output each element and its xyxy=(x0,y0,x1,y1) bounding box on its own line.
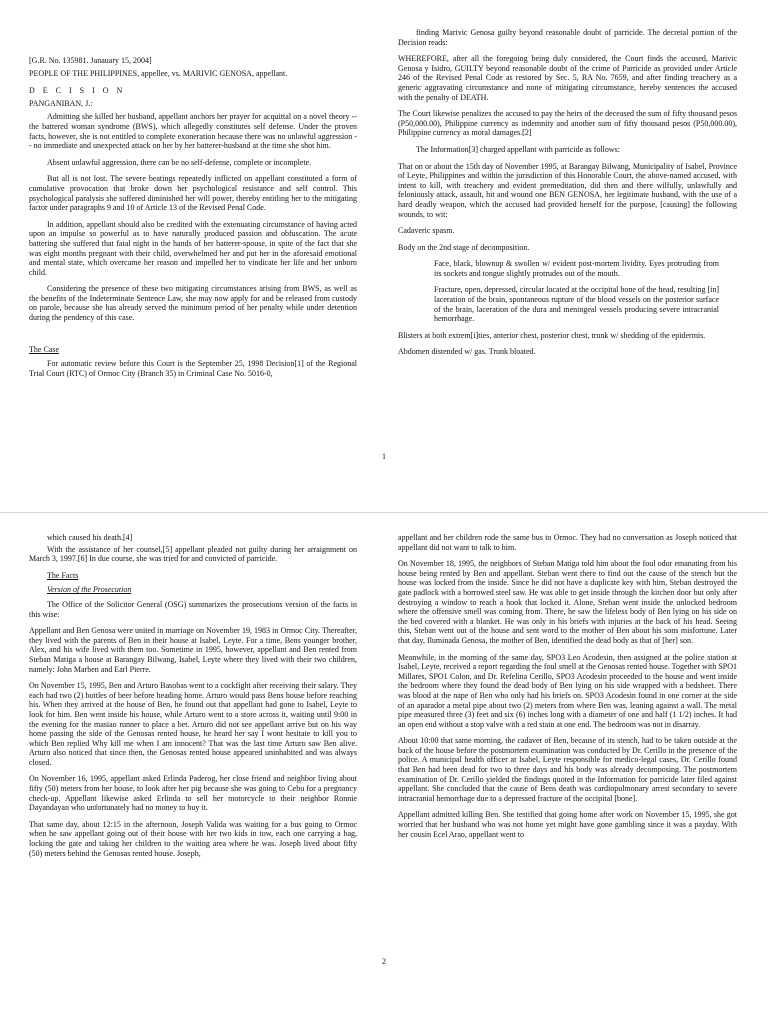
ponente: PANGANIBAN, J.: xyxy=(29,98,93,108)
block-quote: On November 18, 1995, the neighbors of Steban Matiga told him about the foul odor emanating from his house being rented by Ben and appellant. Steban went there to find out the cause of the stench but the house was locked from the inside. Since he did not have a duplicate key with him, Steban destroyed the gate padlock with a borrowed steel saw. He was able to get inside through the kitchen door but only after destroying a window to reach a hook that locked it. Alone, Steban went inside the unlocked bedroom where the offensive smell was coming from. There, he saw the lifeless body of Ben lying on his side on the bed covered with a blanket. He was only in his briefs with injuries at the back of his head. Seeing this, Steban went out of the house and sent word to the mother of Ben about his sons misfortune. Later that day, Iluminada Genosa, the mother of Ben, identified the dead body as that of [her] son. xyxy=(398,559,737,645)
block-quote: Blisters at both extrem[i]ties, anterior chest, posterior chest, trunk w/ shedding of the epidermis. xyxy=(398,330,706,340)
paragraph: For automatic review before this Court is the September 25, 1998 Decision[1] of the Regional Trial Court (RTC) of Ormoc City (Branch 35) in Criminal Case No. 5016-0, xyxy=(29,359,357,378)
indented-quote: Fracture, open, depressed, circular located at the occipital bone of the head, resulting [in] laceration of the brain, spontaneous rupture of the blood vessels on the posterior surface of the brain, laceration of the dura and meningeal vessels producing severe intracranial hemorrhage. xyxy=(434,285,719,324)
block-quote: The Court likewise penalizes the accused to pay the heirs of the deceased the sum of fifty thousand pesos (P50,000.00), Philippine currency as indemnity and another sum of fifty thousand pesos (P50,000.00), Philippine currency as moral damages.[2] xyxy=(398,109,737,138)
case-parties: PEOPLE OF THE PHILIPPINES, appellee, vs. MARIVIC GENOSA, appellant. xyxy=(29,68,288,78)
block-quote: On November 15, 1995, Ben and Arturo Basobas went to a cockfight after receiving their salary. They each had two (2) bottles of beer before heading home. Arturo would pass Bens house before reaching his. When they arrived at the house of Ben, he found out that appellant had gone to Isabel, Leyte to look for him. Ben went inside his house, while Arturo went to a store across it, waiting until 9:00 in the evening for the masiao runner to place a bet. Arturo did not see appellant arrive but on his way home passing the side of the Genosas rented house, he heard her say I wont hesitate to kill you to which Ben replied Why kill me when I am innocent? That was the last time Arturo saw Ben alive. Arturo also noticed that since then, the Genosas rented house appeared uninhabited and was always closed. xyxy=(29,681,357,767)
paragraph: With the assistance of her counsel,[5] appellant pleaded not guilty during her arraignment on March 3, 1997.[6] In due course, she was tried for and convicted of parricide. xyxy=(29,544,357,564)
block-quote: On November 16, 1995, appellant asked Erlinda Paderog, her close friend and neighbor living about fifty (50) meters from her house, to look after her pig because she was going to Cebu for a pregnancy check-up. Appellant likewise asked Erlinda to sell her motorcycle to their neighbor Ronnie Dayandayan who unfortunately had no money to buy it. xyxy=(29,774,357,813)
block-quote: Appellant and Ben Genosa were united in marriage on November 19, 1983 in Ormoc City. Thereafter, they lived with the parents of Ben in their house at Isabel, Leyte. For a time, Bens younger brother, Alex, and his wife lived with them too. Sometime in 1995, however, appellant and Ben rented from Steban Matiga a house at Barangay Bilwang, Isabel, Leyte where they lived with their two children, namely: John Marben and Earl Pierre. xyxy=(29,626,357,674)
block-quote: Meanwhile, in the morning of the same day, SPO3 Leo Acodesin, then assigned at the police station at Isabel, Leyte, received a report regarding the foul smell at the Genosas rented house. Together with SPO1 Millares, SPO1 Colon, and Dr. Refelina Cerillo, SPO3 Acodesin proceeded to the house and went inside the bedroom where they found the dead body of Ben lying on his side wrapped with a bedsheet. There was blood at the nape of Ben who only had his briefs on. SPO3 Acodesin found in one corner at the side of an aparador a metal pipe about two (2) meters from where Ben was, leaning against a wall. The metal pipe measured three (3) feet and six (6) inches long with a diameter of one and half (1 1/2) inches. It had an open end without a stop valve with a red stain at one end. The bedroom was not in disarray. xyxy=(398,652,737,729)
page-number: 1 xyxy=(382,452,386,461)
paragraph: Admitting she killed her husband, appellant anchors her prayer for acquittal on a novel theory -- the battered woman syndrome (BWS), which allegedly constitutes self defense. Under the proven facts, however, she is not entitled to complete exoneration because there was no unlawful aggression -- no immediate and unexpected attack on her by her batterer-husband at the time she shot him. xyxy=(29,112,357,151)
section-heading-the-facts: The Facts xyxy=(47,570,79,580)
page2-left-column xyxy=(29,533,357,865)
paragraph: Considering the presence of these two mitigating circumstances arising from BWS, as well as the benefits of the Indeterminate Sentence Law, she may now apply for and be released from custody on parole, because she has already served the minimum period of her penalty while under detention during the pendency of this case. xyxy=(29,284,357,323)
page1-left-column xyxy=(29,56,357,385)
paragraph: which caused his death.[4] xyxy=(47,533,133,542)
indented-quote: Face, black, blownup & swollen w/ evident post-mortem lividity. Eyes protruding from its sockets and tongue slightly protrudes out of the mouth. xyxy=(434,259,719,278)
page-number: 2 xyxy=(382,957,386,966)
decision-heading: D E C I S I O N xyxy=(29,86,126,96)
paragraph: The Information[3] charged appellant with parricide as follows: xyxy=(416,144,621,154)
section-heading-the-case: The Case xyxy=(29,344,59,354)
block-quote: Abdomen distended w/ gas. Trunk bloated. xyxy=(398,347,536,357)
page2-right-column xyxy=(398,533,737,846)
block-quote: Appellant admitted killing Ben. She testified that going home after work on November 15, 1995, she got worried that her husband who was not home yet might have gone gambling since it was a payday. With her cousin Ecel Arao, appellant went to xyxy=(398,810,737,839)
block-quote: That same day, about 12:15 in the afternoon, Joseph Valida was waiting for a bus going to Ormoc when he saw appellant going out of their house with her two kids in tow, each one carrying a bag, locking the gate and taking her children to the waiting area where he was. Joseph lived about fifty (50) meters behind the Genosas rented house. Joseph, xyxy=(29,819,357,858)
paragraph: finding Marivic Genosa guilty beyond reasonable doubt of parricide. The decretal portion of the Decision reads: xyxy=(398,28,737,47)
block-quote: About 10:00 that same morning, the cadaver of Ben, because of its stench, had to be taken outside at the back of the house before the postmortem examination was conducted by Dr. Cerillo in the presence of the police. A municipal health officer at Isabel, Leyte responsible for medico-legal cases, Dr. Cerillo found that Ben had been dead for two to three days and his body was already decomposing. The postmortem examination of Dr. Cerillo yielded the findings quoted in the Information for parricide later filed against appellant. She concluded that the cause of Bens death was cardiopulmonary arrest secondary to severe intracranial hemorrhage due to a depressed fracture of the occipital [bone]. xyxy=(398,736,737,803)
block-quote: That on or about the 15th day of November 1995, at Barangay Bilwang, Municipality of Isabel, Province of Leyte, Philippines and within the jurisdiction of this Honorable Court, the above-named accused, with intent to kill, with treachery and evident premeditation, did then and there wilfully, unlawfully and feloniously attack, assault, hit and wound one BEN GENOSA, her legitimate husband, with the use of a hard deadly weapon, which the accused had provided herself for the purpose, [causing] the following wounds, to wit: xyxy=(398,161,737,219)
paragraph: In addition, appellant should also be credited with the extenuating circumstance of having acted upon an impulse so powerful as to have naturally produced passion and obfuscation. The acute battering she suffered that fatal night in the hands of her batterer-spouse, in spite of the fact that she was eight months pregnant with their child, overwhelmed her and put her in the aforesaid emotional and mental state, which overcame her reason and impelled her to vindicate her life and her unborn child. xyxy=(29,219,357,277)
document-page-2 xyxy=(0,512,768,1024)
paragraph: Absent unlawful aggression, there can be no self-defense, complete or incomplete. xyxy=(47,157,312,167)
paragraph: The Office of the Solicitor General (OSG) summarizes the prosecutions version of the facts in this wise: xyxy=(29,599,357,619)
block-quote: Body on the 2nd stage of decomposition. xyxy=(398,242,530,252)
paragraph: But all is not lost. The severe beatings repeatedly inflicted on appellant constituted a form of cumulative provocation that broke down her psychological resistance and self control. This psychological paralysis she suffered diminished her will power, thereby entitling her to the mitigating factor under paragraphs 9 and 10 of Article 13 of the Revised Penal Code. xyxy=(29,174,357,213)
case-citation: [G.R. No. 135981. Janauary 15, 2004] xyxy=(29,56,152,65)
block-quote: appellant and her children rode the same bus to Ormoc. They had no conversation as Joseph noticed that appellant did not want to talk to him. xyxy=(398,533,737,552)
block-quote: Cadaveric spasm. xyxy=(398,226,455,236)
page1-right-column xyxy=(398,28,737,364)
subsection-heading-prosecution: Version of the Prosecution xyxy=(47,585,132,595)
block-quote: WHEREFORE, after all the foregoing being duly considered, the Court finds the accused, Marivic Genosa y Isidro, GUILTY beyond reasonable doubt of the crime of Parricide as provided under Article 246 of the Revised Penal Code as restored by Sec. 5, RA No. 7659, and after finding treachery as a generic aggravating circumstance and none of mitigating circumstance, hereby sentences the accused with the penalty of DEATH. xyxy=(398,54,737,102)
